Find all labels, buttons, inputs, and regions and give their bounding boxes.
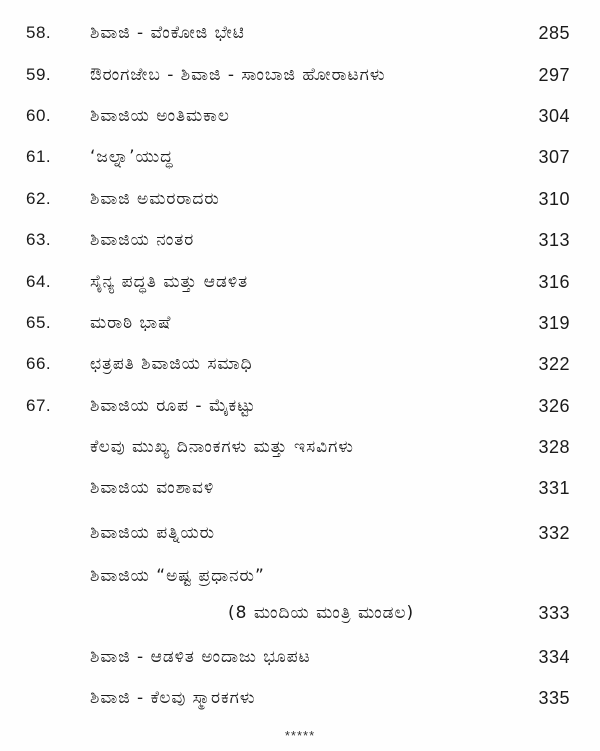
entry-page-number: 322 — [538, 354, 570, 374]
end-of-section-asterisks: ***** — [284, 728, 316, 743]
entry-page-number: 319 — [538, 313, 570, 333]
entry-title: ಕೆಲವು ಮುಖ್ಯ ದಿನಾಂಕಗಳು ಮತ್ತು ಇಸವಿಗಳು — [90, 437, 354, 457]
toc-entry-65 — [0, 308, 600, 338]
entry-page-number: 285 — [538, 23, 570, 43]
entry-page-number: 335 — [538, 688, 570, 708]
toc-entry-memorials — [0, 683, 600, 713]
toc-entry-important-dates — [0, 432, 600, 462]
entry-page-number: 334 — [538, 647, 570, 667]
toc-entry-61 — [0, 142, 600, 172]
entry-number: 59. — [26, 65, 52, 84]
toc-entry-59 — [0, 60, 600, 90]
entry-title: ಶಿವಾಜಿಯ “ಅಷ್ಟ ಪ್ರಧಾನರು” — [90, 566, 265, 586]
entry-page-number: 326 — [538, 396, 570, 416]
entry-title: ಶಿವಾಜಿಯ ನಂತರ — [90, 230, 195, 250]
toc-entry-62 — [0, 184, 600, 214]
entry-number: 58. — [26, 23, 52, 42]
toc-entry-wives — [0, 518, 600, 548]
entry-page-number: 304 — [538, 106, 570, 126]
entry-title: ಶಿವಾಜಿಯ ಪತ್ನಿಯರು — [90, 523, 216, 543]
entry-number: 61. — [26, 147, 52, 166]
entry-title: ಶಿವಾಜಿ ಅಮರರಾದರು — [90, 189, 220, 209]
toc-entry-66 — [0, 349, 600, 379]
toc-entry-58 — [0, 18, 600, 48]
entry-number: 64. — [26, 272, 52, 291]
entry-title: ಸೈನ್ಯ ಪದ್ಧತಿ ಮತ್ತು ಆಡಳಿತ — [90, 272, 249, 292]
toc-entry-67 — [0, 391, 600, 421]
toc-entry-63 — [0, 225, 600, 255]
entry-title: ಶಿವಾಜಿ - ಕೆಲವು ಸ್ಮಾರಕಗಳು — [90, 688, 256, 708]
toc-entry-map — [0, 642, 600, 672]
entry-title: ಶಿವಾಜಿಯ ರೂಪ - ಮೈಕಟ್ಟು — [90, 396, 256, 416]
entry-number: 65. — [26, 313, 52, 332]
entry-page-number: 328 — [538, 437, 570, 457]
entry-number: 60. — [26, 106, 52, 125]
entry-page-number: 332 — [538, 523, 570, 543]
entry-page-number: 333 — [538, 603, 570, 623]
toc-entry-ashta-pradhan-subtitle — [0, 598, 600, 628]
entry-page-number: 310 — [538, 189, 570, 209]
toc-entry-ashta-pradhan — [0, 561, 600, 591]
entry-title: ಮರಾಠಿ ಭಾಷೆ — [90, 313, 172, 333]
entry-title: ಶಿವಾಜಿಯ ವಂಶಾವಳಿ — [90, 478, 215, 498]
entry-number: 67. — [26, 396, 52, 415]
entry-number: 62. — [26, 189, 52, 208]
entry-title: ಶಿವಾಜಿ - ವೆಂಕೋಜಿ ಭೇಟಿ — [90, 23, 245, 43]
entry-page-number: 331 — [538, 478, 570, 498]
toc-entry-genealogy — [0, 473, 600, 503]
entry-page-number: 316 — [538, 272, 570, 292]
entry-title: ‘ಜಲ್ನಾ’ಯುದ್ಧ — [90, 147, 174, 167]
entry-page-number: 297 — [538, 65, 570, 85]
entry-page-number: 313 — [538, 230, 570, 250]
entry-title: ಔರಂಗಜೇಬ - ಶಿವಾಜಿ - ಸಾಂಬಾಜಿ ಹೋರಾಟಗಳು — [90, 65, 386, 85]
entry-title: ಛತ್ರಪತಿ ಶಿವಾಜಿಯ ಸಮಾಧಿ — [90, 354, 253, 374]
entry-number: 66. — [26, 354, 52, 373]
toc-entry-64 — [0, 267, 600, 297]
entry-title: ಶಿವಾಜಿಯ ಅಂತಿಮಕಾಲ — [90, 106, 230, 126]
toc-entry-60 — [0, 101, 600, 131]
entry-subtitle: (8 ಮಂದಿಯ ಮಂತ್ರಿ ಮಂಡಲ) — [228, 603, 415, 623]
entry-number: 63. — [26, 230, 52, 249]
entry-title: ಶಿವಾಜಿ - ಆಡಳಿತ ಅಂದಾಜು ಭೂಪಟ — [90, 647, 311, 667]
entry-page-number: 307 — [538, 147, 570, 167]
